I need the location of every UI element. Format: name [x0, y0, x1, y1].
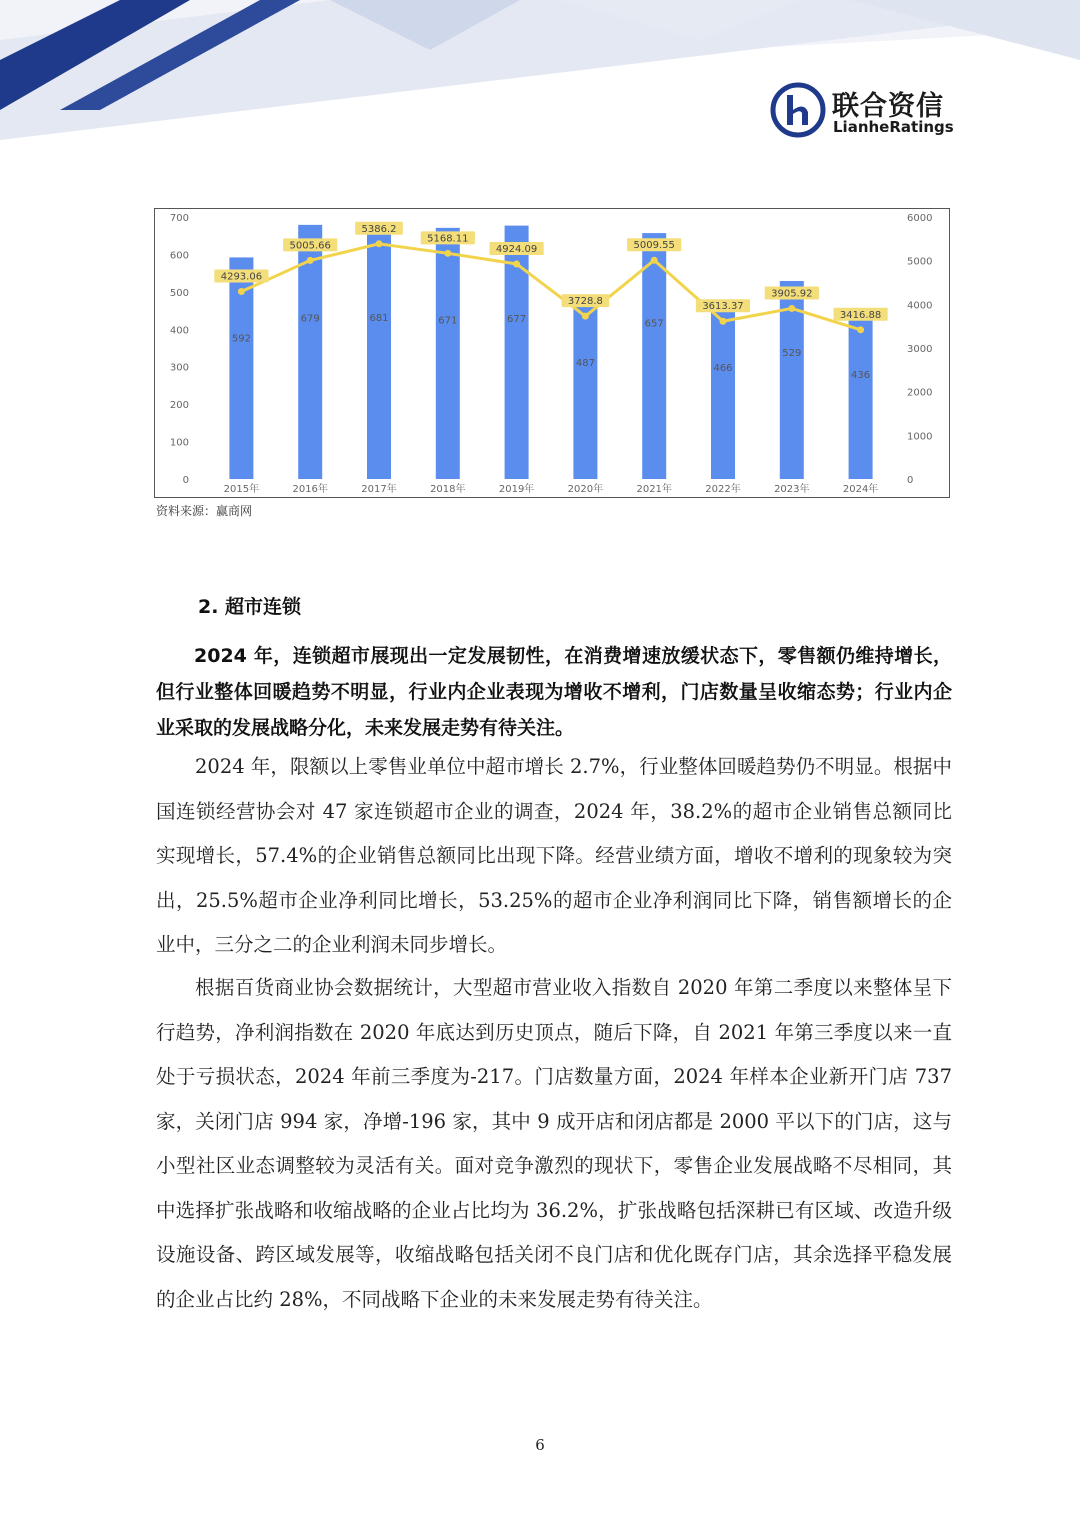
- section-heading: 2. 超市连锁: [198, 596, 302, 618]
- line-point: [376, 240, 383, 247]
- lianhe-logo: [770, 82, 970, 142]
- line-value-label: 3613.37: [702, 301, 744, 313]
- x-axis-tick-label: 2019年: [498, 484, 535, 495]
- line-point: [720, 318, 727, 325]
- y2-axis-tick-label: 2000: [907, 387, 933, 399]
- bar-value-label: 592: [231, 333, 251, 345]
- line-value-label: 5009.55: [633, 240, 675, 252]
- line-value-label: 5005.66: [289, 240, 331, 252]
- bar: [436, 228, 460, 479]
- bar-value-label: 679: [300, 313, 320, 325]
- store-count-chart: [154, 208, 950, 498]
- bar-value-label: 677: [507, 313, 527, 325]
- page-number: 6: [535, 1436, 545, 1454]
- x-axis-tick-label: 2023年: [774, 484, 810, 495]
- y-axis-tick-label: 700: [169, 213, 189, 224]
- logo-english-name: LianheRatings: [833, 118, 954, 136]
- bar-value-label: 487: [575, 357, 595, 369]
- bar-value-label: 529: [782, 348, 802, 360]
- y2-axis-tick-label: 0: [907, 475, 914, 486]
- body-paragraph-1: 2024 年，限额以上零售业单位中超市增长 2.7%，行业整体回暖趋势仍不明显。根据中国连锁经营协会对 47 家连锁超市企业的调查，2024 年，38.2%的超市企业销售总额同比实现增长，57.4%的企业销售总额同比出现下降。经营业绩方面，增收不增利的现象较为突出，25.5%超市企业净利同比增长，53.25%的超市企业净利润同比下降，销售额增长的企业中，三分之二的企业利润未同步增长。: [156, 755, 952, 956]
- line-point: [788, 305, 795, 312]
- line-point: [238, 288, 245, 295]
- y-axis-tick-label: 500: [169, 287, 189, 299]
- line-value-label: 5386.2: [361, 223, 397, 235]
- line-point: [307, 257, 314, 264]
- bar-value-label: 671: [438, 315, 458, 327]
- chart-canvas: [155, 209, 951, 499]
- lianhe-logo-icon: [770, 82, 826, 138]
- x-axis-tick-label: 2015年: [223, 484, 260, 495]
- line-point: [513, 260, 520, 267]
- bar: [642, 233, 666, 479]
- line-value-label: 3728.8: [567, 296, 603, 308]
- y2-axis-tick-label: 1000: [907, 431, 933, 443]
- y2-axis-tick-label: 4000: [907, 300, 933, 312]
- bar: [849, 316, 873, 479]
- line-value-label: 3905.92: [771, 288, 813, 300]
- bar: [711, 305, 735, 479]
- bar: [573, 297, 597, 479]
- x-axis-tick-label: 2018年: [430, 484, 466, 495]
- y-axis-tick-label: 100: [169, 437, 189, 449]
- y2-axis-tick-label: 5000: [907, 256, 933, 268]
- x-axis-tick-label: 2021年: [636, 484, 672, 495]
- x-axis-tick-label: 2016年: [292, 484, 328, 495]
- y-axis-tick-label: 600: [169, 250, 189, 262]
- line-value-label: 4924.09: [495, 243, 538, 255]
- line-point: [582, 313, 589, 320]
- line-value-label: 5168.11: [427, 233, 469, 245]
- line-value-label: 4293.06: [220, 271, 263, 283]
- line-point: [444, 250, 451, 257]
- bar: [367, 224, 391, 479]
- bar-value-label: 466: [713, 362, 733, 374]
- logo-chinese-name: 联合资信: [832, 91, 944, 122]
- y-axis-tick-label: 0: [182, 475, 189, 486]
- x-axis-tick-label: 2017年: [361, 484, 397, 495]
- body-paragraph-2: 根据百货商业协会数据统计，大型超市营业收入指数自 2020 年第二季度以来整体呈下行趋势，净利润指数在 2020 年底达到历史顶点，随后下降，自 2021 年第三季度以来一直处于亏损状态，2024 年前三季度为-217。门店数量方面，2024 年样本企业新开门店 737 家，关闭门店 994 家，净增-196 家，其中 9 成开店和闭店都是 2000 平以下的门店，这与小型社区业态调整较为灵活有关。面对竞争激烈的现状下，零售企业发展战略不尽相同，其中选择扩张战略和收缩战略的企业占比均为 36.2%，扩张战略包括深耕已有区域、改造升级设施设备、跨区域发展等，收缩战略包括关闭不良门店和优化既存门店，其余选择平稳发展的企业占比约 28%，不同战略下企业的未来发展走势有待关注。: [156, 976, 952, 1311]
- chart-source: 资料来源：赢商网: [156, 504, 253, 518]
- x-axis-tick-label: 2022年: [705, 484, 741, 495]
- line-point: [651, 257, 658, 264]
- y-axis-tick-label: 200: [169, 400, 189, 412]
- bar-value-label: 681: [369, 312, 389, 324]
- y-axis-tick-label: 400: [169, 325, 189, 337]
- line-value-label: 3416.88: [839, 309, 882, 321]
- bar-value-label: 657: [644, 318, 664, 330]
- x-axis-tick-label: 2024年: [842, 484, 879, 495]
- summary-paragraph: 2024 年，连锁超市展现出一定发展韧性，在消费增速放缓状态下，零售额仍维持增长，但行业整体回暖趋势不明显，行业内企业表现为增收不增利，门店数量呈收缩态势；行业内企业采取的发展战略分化，未来发展走势有待关注。: [156, 645, 952, 739]
- bar-value-label: 436: [851, 369, 871, 381]
- x-axis-tick-label: 2020年: [567, 484, 604, 495]
- line-point: [857, 326, 864, 333]
- y-axis-tick-label: 300: [169, 362, 189, 374]
- y2-axis-tick-label: 6000: [907, 213, 933, 224]
- y2-axis-tick-label: 3000: [907, 344, 933, 355]
